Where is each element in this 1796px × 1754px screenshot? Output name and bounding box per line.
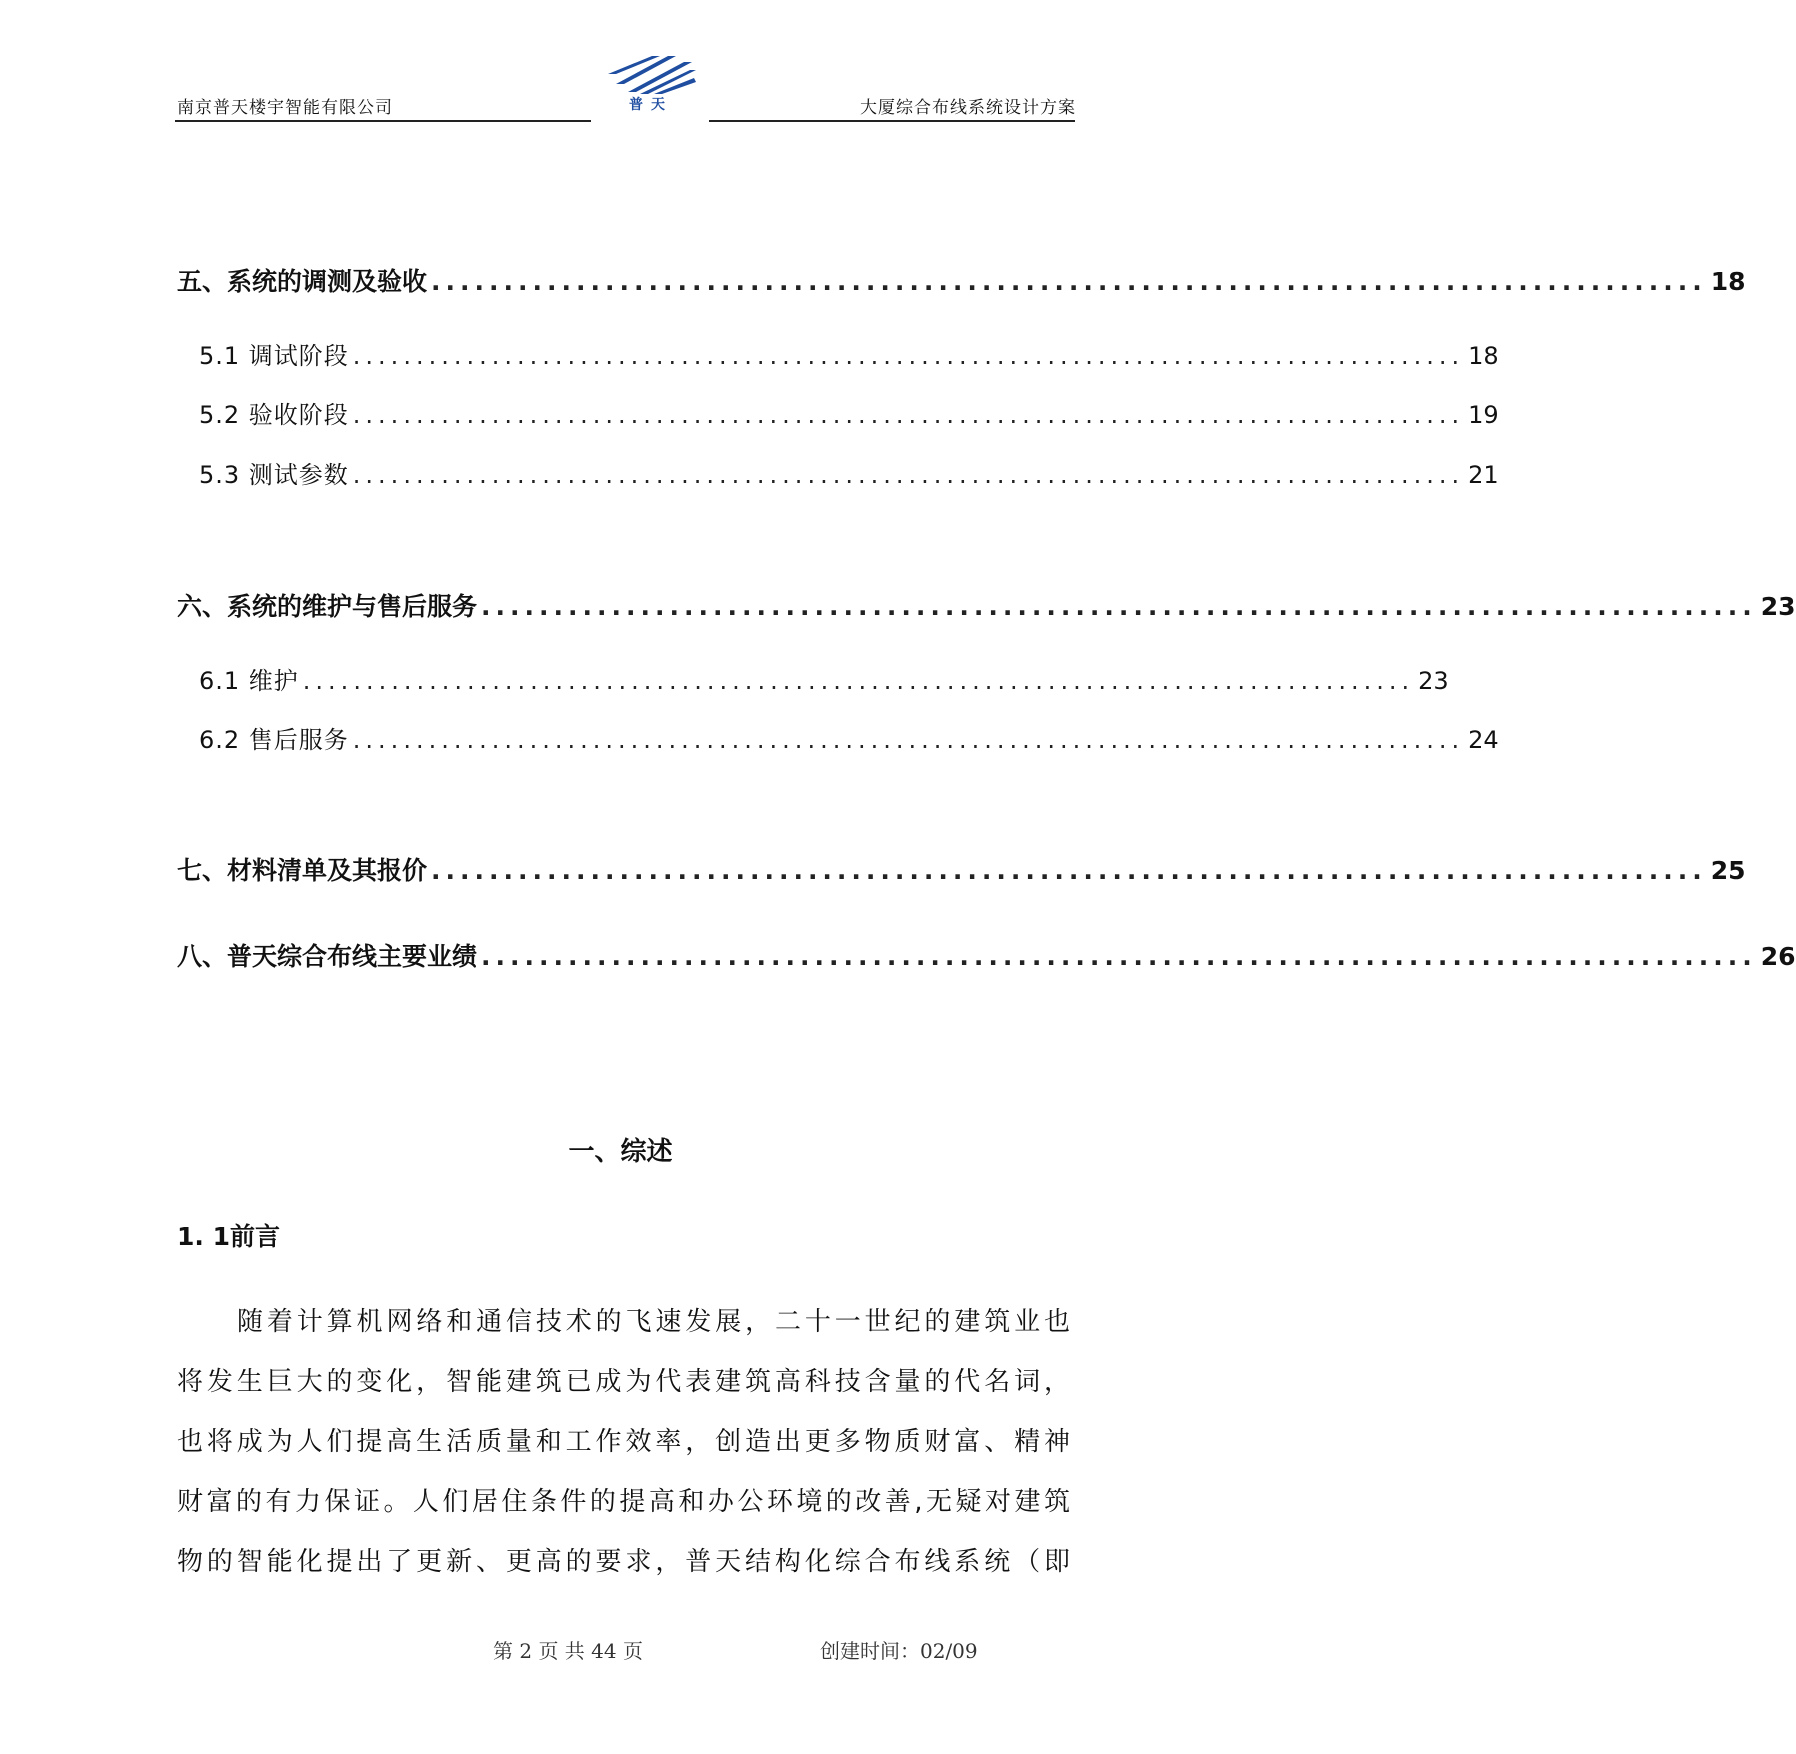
toc-entry-page: 23 [1760,592,1796,621]
toc-leader-dots: ........................................................................................ [302,667,1415,695]
toc-entry-title: 六、系统的维护与售后服务 [177,592,478,621]
document-title: 大厦综合布线系统设计方案 [860,98,1076,118]
toc-leader-dots: ........................................................................................ [431,856,1707,885]
paragraph-line: 将发生巨大的变化，智能建筑已成为代表建筑高科技含量的代名词， [177,1367,1070,1397]
toc-entry-title: 6.2 售后服务 [199,726,349,754]
toc-entry-page: 21 [1468,461,1499,489]
toc-entry[interactable] [177,262,1746,298]
toc-leader-dots: ........................................................................................ [352,342,1465,370]
toc-entry[interactable] [177,937,1796,973]
toc-entry-title: 八、普天综合布线主要业绩 [177,942,478,971]
company-name: 南京普天楼宇智能有限公司 [177,98,393,118]
toc-leader-dots: ........................................................................................ [431,267,1707,296]
toc-entry[interactable] [177,851,1746,887]
toc-leader-dots: ........................................................................................ [481,592,1757,621]
subsection-heading: 1. 1前言 [177,1222,280,1251]
paragraph-line: 物的智能化提出了更新、更高的要求，普天结构化综合布线系统（即 [177,1547,1070,1577]
header-rule-left [175,120,591,122]
toc-leader-dots: ........................................................................................ [352,401,1465,429]
toc-entry[interactable] [177,395,1499,430]
toc-entry-title: 5.3 测试参数 [199,461,349,489]
toc-entry[interactable] [177,661,1449,696]
page-number: 第 2 页 共 44 页 [493,1639,643,1663]
toc-entry-title: 七、材料清单及其报价 [177,856,428,885]
toc-entry-page: 19 [1468,401,1499,429]
toc-entry-title: 6.1 维护 [199,667,299,695]
toc-entry-title: 5.2 验收阶段 [199,401,349,429]
paragraph-line: 财富的有力保证。人们居住条件的提高和办公环境的改善,无疑对建筑 [177,1487,1070,1517]
toc-entry-page: 26 [1760,942,1796,971]
logo-text: 普天 [629,97,673,113]
toc-leader-dots: ........................................................................................ [481,942,1757,971]
toc-entry-page: 25 [1710,856,1746,885]
header-rule-right [709,120,1075,122]
paragraph-line: 随着计算机网络和通信技术的飞速发展，二十一世纪的建筑业也 [237,1307,1070,1337]
paragraph-line: 也将成为人们提高生活质量和工作效率，创造出更多物质财富、精神 [177,1427,1070,1457]
toc-entry-page: 18 [1468,342,1499,370]
toc-leader-dots: ........................................................................................ [352,726,1465,754]
toc-entry-page: 24 [1468,726,1499,754]
toc-leader-dots: ........................................................................................ [352,461,1465,489]
toc-entry[interactable] [177,336,1499,371]
creation-date: 创建时间：02/09 [820,1639,978,1663]
toc-entry-title: 五、系统的调测及验收 [177,267,428,296]
section-heading: 一、综述 [568,1137,673,1167]
toc-entry-page: 23 [1418,667,1449,695]
toc-entry[interactable] [177,587,1796,623]
toc-entry-title: 5.1 调试阶段 [199,342,349,370]
toc-entry-page: 18 [1710,267,1746,296]
putian-logo-icon [606,54,696,114]
body-paragraph [177,1292,1070,1592]
toc-entry[interactable] [177,455,1499,490]
toc-entry[interactable] [177,720,1499,755]
